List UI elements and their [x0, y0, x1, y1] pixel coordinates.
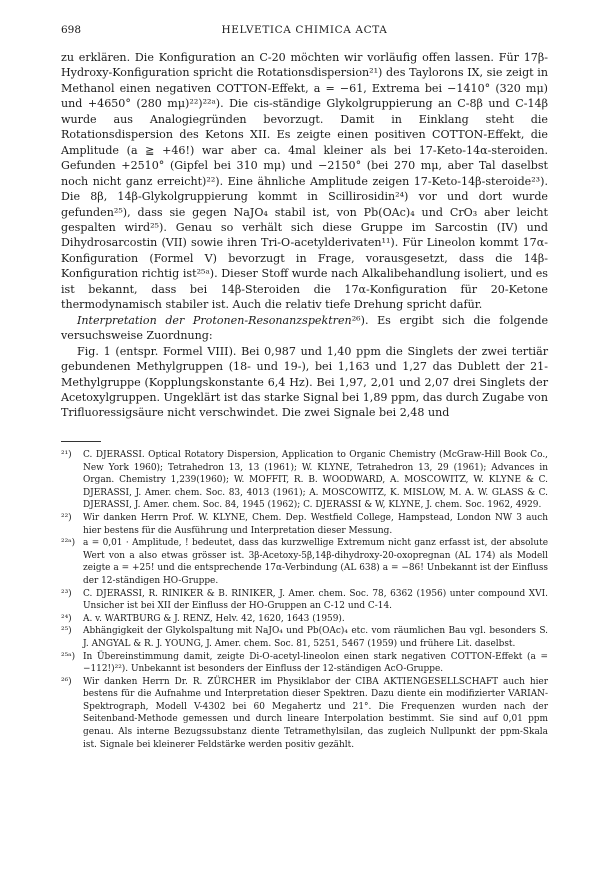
- footnote-26: [61, 676, 548, 752]
- footnote-text: C. DJERASSI, R. RINIKER & B. RINIKER, J. Amer. chem. Soc. 78, 6362 (1956) unter compound XVI. Unsicher ist bei XII der Einfluss der HO-Gruppen an C-12 und C-14.: [83, 588, 548, 612]
- footnote-22a: [61, 537, 548, 587]
- footnote-21: [61, 449, 548, 512]
- footnote-label: ²⁵ᵃ): [61, 651, 76, 662]
- paragraph-configuration: zu erklären. Die Konfiguration an C-20 möchten wir vorläufig offen lassen. Für 17β-Hydroxy-Konfiguration spricht die Rotationsdispersion²¹) des Taylorons IX, sie zeigt in Methanol einen negativen COTTON-Effekt, a = −61, Extrema bei −1410° (320 mμ) und +4650° (280 mμ)²²)²²ᵃ). Die cis-ständige Glykolgruppierung an C-8β und C-14β wurde aus Analogiegründen bevorzugt. Damit in Einklang steht die Rotationsdispersion des Ketons XII. Es zeigte einen positiven COTTON-Effekt, die Amplitude (a ≧ +46!) war aber ca. 4mal kleiner als bei 17-Keto-14α-steroiden. Gefunden +2510° (Gipfel bei 310 mμ) und −2150° (bei 270 mμ, aber Tal daselbst noch nicht ganz erreicht)²²). Eine ähnliche Amplitude zeigen 17-Keto-14β-steroide²³). Die 8β, 14β-Glykolgruppierung kommt in Scillirosidin²⁴) vor und dort wurde gefunden²⁵), dass sie gegen NaJO₄ stabil ist, von Pb(OAc)₄ und CrO₃ aber leicht gespalten wird²⁵). Genau so verhält sich diese Gruppe im Sarcostin (IV) und Dihydrosarcostin (VII) sowie ihren Tri-O-acetylderivaten¹¹). Für Lineolon kommt 17α-Konfiguration (Formel V) bevorzugt in Frage, vorausgesetzt, dass die 14β-Konfiguration richtig ist²⁵ᵃ). Dieser Stoff wurde nach Alkalibehandlung isoliert, und es ist bekannt, dass bei 14β-Steroiden die 17α-Konfiguration für 20-Ketone thermodynamisch stabiler ist. Auch die relativ tiefe Drehung spricht dafür.: [61, 51, 548, 312]
- footnote-text: a = 0,01 · Amplitude, ! bedeutet, dass das kurzwellige Extremum nicht ganz erfasst ist, der absolute Wert von a also etwas grösser ist. 3β-Acetoxy-5β,14β-dihydroxy-20-oxopregnan (AL 174) als Modell zeigte a = +25! und die entsprechende 17α-Verbindung (AL 638) a = −86! Unbekannt ist der Einfluss der 12-ständigen HO-Gruppe.: [83, 538, 548, 586]
- footnote-label: ²³): [61, 588, 72, 599]
- footnote-text: Wir danken Herrn Prof. W. KLYNE, Chem. Dep. Westfield College, Hampstead, London NW 3 auch hier bestens für die Ausführung und Interpretation dieser Messung.: [83, 512, 548, 536]
- footnote-label: ²⁶): [61, 676, 72, 687]
- footnote-text: Abhängigkeit der Glykolspaltung mit NaJO₄ und Pb(OAc)₄ etc. vom räumlichen Bau vgl. besonders S. J. ANGYAL & R. J. YOUNG, J. Amer. chem. Soc. 81, 5251, 5467 (1959) und frühere Lit. daselbst.: [83, 626, 548, 649]
- paragraph-fig1: Fig. 1 (entspr. Formel VIII). Bei 0,987 und 1,40 ppm die Singlets der zwei tertiär gebundenen Methylgruppen (18- und 19-), bei 1,163 und 1,27 das Dublett der 21-Methylgruppe (Kopplungskonstante 6,4 Hz). Bei 1,97, 2,01 und 2,07 drei Singlets der Acetoxylgruppen. Ungeklärt ist das starke Signal bei 1,89 ppm, das durch Zugabe von Trifluoressigsäure nicht verschwindet. Die zwei Signale bei 2,48 und: [61, 344, 548, 420]
- footnotes: [61, 449, 548, 751]
- footnote-23: [61, 588, 548, 613]
- footnote-22: [61, 512, 548, 537]
- paragraph-nmr-intro: [61, 313, 548, 344]
- footnote-text: A. v. WARTBURG & J. RENZ, Helv. 42, 1620, 1643 (1959).: [83, 613, 345, 624]
- footnote-text: C. DJERASSI. Optical Rotatory Dispersion, Application to Organic Chemistry (McGraw-Hill Book Co., New York 1960); Tetrahedron 13, 13 (1961); W. KLYNE, Tetrahedron 13, 29 (1961); Advances in Organ. Chemistry 1,239(1960); W. MOFFIT, R. B. WOODWARD, A. MOSCOWITZ, W. KLYNE & C. DJERASSI, J. Amer. chem. Soc. 83, 4013 (1961); A. MOSCOWITZ, K. MISLOW, M. A. W. GLASS & C. DJERASSI, J. Amer. chem. Soc. 84, 1945 (1962); C. DJERASSI & W, KLYNE, J. chem. Soc. 1962, 4929.: [83, 450, 548, 511]
- footnote-24: [61, 613, 548, 626]
- footnote-label: ²²ᵃ): [61, 538, 76, 549]
- main-text: [61, 50, 548, 421]
- footnote-ref-26: ²⁶): [351, 313, 365, 327]
- footnote-label: ²⁴): [61, 613, 72, 624]
- footnote-label: ²⁵): [61, 626, 72, 637]
- paragraph-nmr-intro-text: . Es ergibt sich die folgende versuchsweise Zuordnung:: [61, 313, 549, 343]
- section-heading-nmr: Interpretation der Protonen-Resonanzspektren: [77, 313, 352, 327]
- page-header: [61, 24, 548, 40]
- journal-title: HELVETICA CHIMICA ACTA: [221, 24, 388, 36]
- footnote-label: ²²): [61, 512, 72, 523]
- footnote-25: [61, 625, 548, 650]
- footnote-divider: [61, 441, 101, 442]
- page-number: 698: [61, 24, 82, 36]
- footnote-label: ²¹): [61, 450, 72, 460]
- footnote-text: Wir danken Herrn Dr. R. ZÜRCHER im Physiklabor der CIBA AKTIENGESELLSCHAFT auch hier bestens für die Aufnahme und Interpretation dieser Spektren. Dazu diente ein modifizierter VARIAN-Spektrograph, Modell V-4302 bei 60 Megahertz und 21°. Die Frequenzen wurden nach der Seitenband-Methode gemessen und durch lineare Interpolation bestimmt. Sie sind auf 0,01 ppm genau. Als interne Bezugssubstanz diente Tetramethylsilan, das zugleich Nullpunkt der ppm-Skala ist. Signale bei kleinerer Feldstärke werden positiv gezählt.: [83, 676, 548, 750]
- footnote-25a: [61, 651, 548, 676]
- footnote-text: In Übereinstimmung damit, zeigte Di-O-acetyl-lineolon einen stark negativen COTTON-Effekt (a = −112!)²²). Unbekannt ist besonders der Einfluss der 12-ständigen AcO-Gruppe.: [83, 651, 548, 675]
